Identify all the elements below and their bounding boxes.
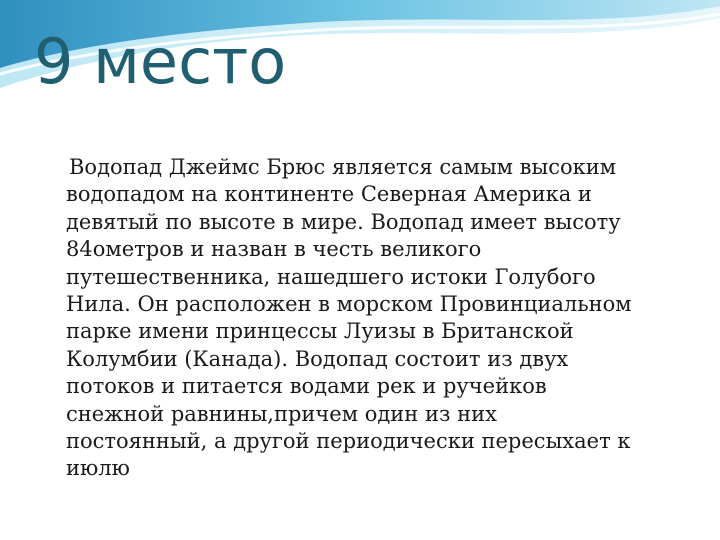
slide-body-text: Водопад Джеймс Брюс является самым высоким водопадом на континенте Северная Америка и девятый по высоте в мире. Водопад имеет высоту 84ометров и назван в честь великого путешественника, нашедшего истоки Голубого Нила. Он расположен в морском Провинциальном парке имени принцессы Луизы в Британской Колумбии (Канада). Водопад состоит из двух потоков и питается водами рек и ручейков снежной равнины,причем один из них постоянный, а другой периодически пересыхает к июлю — [66, 155, 632, 481]
slide-title: 9 место — [34, 25, 287, 98]
